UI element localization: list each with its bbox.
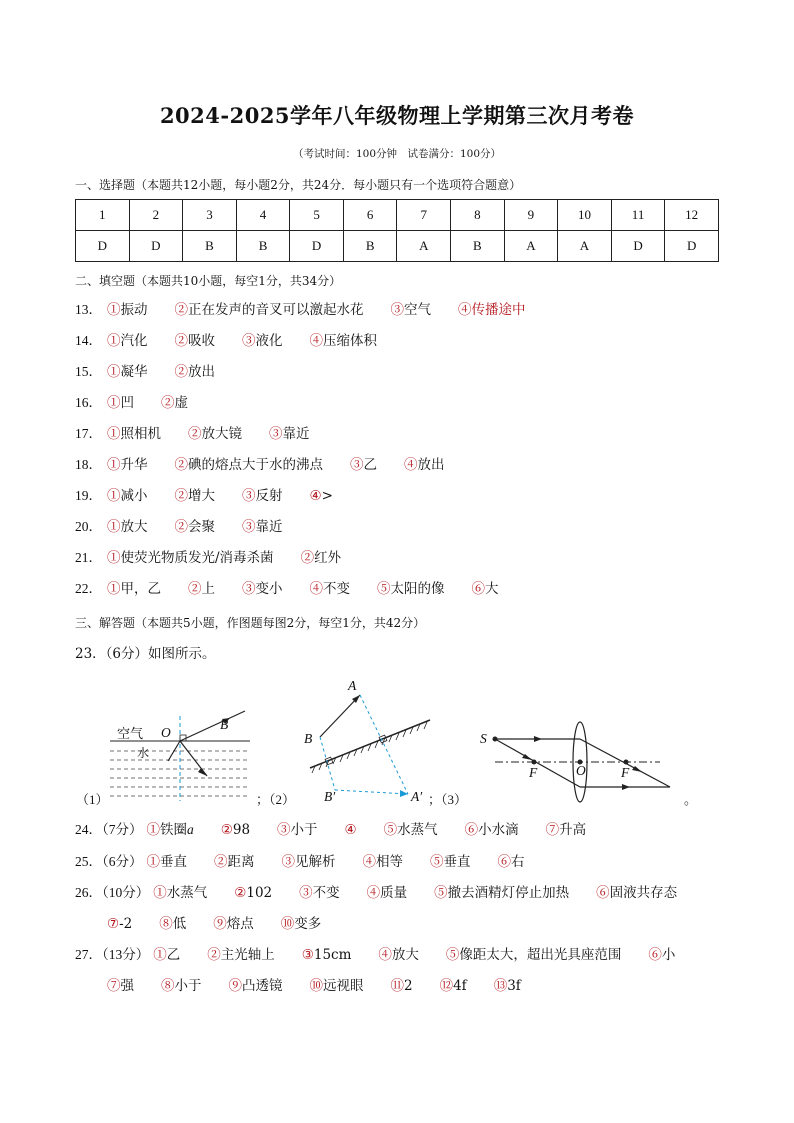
answer-item: ②增大 <box>174 488 215 504</box>
answer-line-20 <box>75 516 310 538</box>
answer-item: ⑤垂直 <box>430 854 471 870</box>
answer-4: B <box>236 231 290 262</box>
answer-item: ④放大 <box>378 947 419 963</box>
question-number: 15． <box>75 364 102 379</box>
answer-item: ③空气 <box>390 302 431 318</box>
answer-item: ④放出 <box>404 457 445 473</box>
question-number-4: 4 <box>236 200 290 231</box>
answer-item: ⑤水蒸气 <box>383 822 438 838</box>
answer-item: ①垂直 <box>146 854 187 870</box>
exam-info: （考试时间：100分钟 试卷满分：100分） <box>292 148 502 160</box>
air-label: 空气 <box>117 727 144 742</box>
point-o-label: O <box>161 725 171 740</box>
section-answer-heading: 三、解答题（本题共5小题，作图题每图2分，每空1分，共42分） <box>75 616 426 630</box>
answer-item: ③靠近 <box>242 519 283 535</box>
answer-item: ①减小 <box>107 488 148 504</box>
answer-item: ⑦升高 <box>545 822 587 838</box>
answer-item: ②会聚 <box>174 519 215 535</box>
answer-5: D <box>290 231 344 262</box>
answer-item: ④压缩体积 <box>309 333 377 349</box>
answer-item: ④传播途中 <box>458 302 526 318</box>
answer-line-22 <box>75 578 526 600</box>
question-number-11: 11 <box>611 200 665 231</box>
answer-line-15 <box>75 361 242 383</box>
answer-item: ⑩变多 <box>280 916 322 932</box>
answer-item: ①凝华 <box>107 364 148 380</box>
answer-item: ③15cm <box>301 947 352 963</box>
answer-2: D <box>129 231 183 262</box>
answer-item: ⑧小于 <box>161 978 202 994</box>
answer-item: ⑤太阳的像 <box>377 581 445 597</box>
answer-12: D <box>665 231 719 262</box>
answer-item: ③不变 <box>299 885 340 901</box>
answer-line-27b <box>107 975 548 997</box>
choice-answer-table <box>75 199 719 262</box>
answer-9: A <box>504 231 558 262</box>
answer-item: ①汽化 <box>107 333 148 349</box>
answer-line-19 <box>75 485 360 507</box>
answer-line-14 <box>75 330 404 352</box>
answer-item: ⑨熔点 <box>213 916 254 932</box>
answer-3: B <box>183 231 237 262</box>
answer-item: ⑩远视眼 <box>309 978 364 994</box>
answer-item: ①使荧光物质发光/消毒杀菌 <box>107 550 274 566</box>
figure-label-2: ；（2） <box>256 792 296 807</box>
refraction-diagram <box>100 706 260 806</box>
answer-line-24 <box>75 819 613 841</box>
answer-item: ①照相机 <box>107 426 161 442</box>
answer-item: ①水蒸气 <box>153 885 208 901</box>
answer-item: ⑧低 <box>159 916 187 932</box>
question-number: 20． <box>75 519 102 534</box>
answer-item: ①凹 <box>107 395 134 411</box>
answer-item: ③靠近 <box>269 426 310 442</box>
question-number: 18． <box>75 457 102 472</box>
answer-item: ④ <box>344 822 357 838</box>
water-label: 水 <box>137 746 150 760</box>
optical-center-label: O <box>576 763 586 778</box>
answer-item: ③乙 <box>350 457 377 473</box>
answer-item: ⑤像距太大，超出光具座范围 <box>445 947 622 963</box>
answer-item: ④不变 <box>309 581 350 597</box>
answer-item: ⑫4f <box>439 978 467 994</box>
answer-item: ③反射 <box>242 488 283 504</box>
answer-1: D <box>76 231 130 262</box>
answer-7: A <box>397 231 451 262</box>
answer-item: ③液化 <box>242 333 283 349</box>
answer-item: ①甲，乙 <box>107 581 161 597</box>
focus-right-label: F <box>621 765 630 780</box>
answer-item: ②红外 <box>300 550 342 566</box>
answer-item: ②上 <box>188 581 215 597</box>
question-number-6: 6 <box>343 200 397 231</box>
answer-item: ③见解析 <box>281 854 336 870</box>
answer-item: ②放出 <box>174 364 215 380</box>
mirror-diagram <box>300 680 440 800</box>
question-number: 27．（13分） <box>75 947 150 962</box>
answer-item: ⑬3f <box>493 978 521 994</box>
answer-item: ⑥小 <box>648 947 676 963</box>
answer-11: D <box>611 231 665 262</box>
answer-line-26b <box>107 913 348 935</box>
answer-line-21 <box>75 547 368 569</box>
page-title: 2024-2025学年八年级物理上学期第三次月考卷 <box>159 103 635 128</box>
answer-item: ①放大 <box>107 519 148 535</box>
answer-item: ⑨凸透镜 <box>228 978 283 994</box>
answer-line-26 <box>75 882 704 904</box>
answer-line-18 <box>75 454 472 476</box>
figure-end: 。 <box>684 792 698 807</box>
question-number: 22． <box>75 581 102 596</box>
question-number: 16． <box>75 395 102 410</box>
q23-label: 23．（6分）如图所示。 <box>75 646 216 662</box>
lens-diagram <box>470 690 685 805</box>
answer-item: ③小于 <box>277 822 318 838</box>
question-number-1: 1 <box>76 200 130 231</box>
answer-line-25 <box>75 851 552 873</box>
answer-item: ②102 <box>234 885 273 901</box>
answer-item: ②主光轴上 <box>207 947 275 963</box>
answer-item: ④质量 <box>366 885 408 901</box>
answer-item: ⑤撤去酒精灯停止加热 <box>434 885 570 901</box>
answer-item: ①乙 <box>153 947 181 963</box>
answer-item: ②放大镜 <box>188 426 242 442</box>
question-number-7: 7 <box>397 200 451 231</box>
answer-item: ④> <box>309 488 333 504</box>
question-number: 24．（7分） <box>75 822 143 837</box>
answer-item: ①铁圈a <box>146 822 194 838</box>
answer-item: ③变小 <box>242 581 283 597</box>
answer-line-16 <box>75 392 215 414</box>
answer-item: ②虚 <box>161 395 188 411</box>
question-number-12: 12 <box>665 200 719 231</box>
question-number: 21． <box>75 550 102 565</box>
question-number: 19． <box>75 488 102 503</box>
answer-item: ⑥右 <box>497 854 525 870</box>
answer-item: ⑦强 <box>107 978 134 994</box>
answer-line-13 <box>75 299 553 321</box>
answer-item: ⑦-2 <box>107 916 133 932</box>
question-number-row <box>76 200 719 231</box>
answer-item: ①升华 <box>107 457 148 473</box>
answer-item: ②正在发声的音叉可以激起水花 <box>174 302 364 318</box>
point-b-label: B <box>304 731 313 746</box>
question-number: 25．（6分） <box>75 854 143 869</box>
section-choice-heading: 一、选择题（本题共12小题，每小题2分，共24分．每小题只有一个选项符合题意） <box>75 178 522 192</box>
point-a-label: A <box>348 678 357 693</box>
question-number-5: 5 <box>290 200 344 231</box>
answer-item: ⑥固液共存态 <box>596 885 678 901</box>
point-s-label: S <box>480 731 487 746</box>
ray-b-label: B <box>220 717 229 732</box>
question-number-8: 8 <box>451 200 505 231</box>
question-number-2: 2 <box>129 200 183 231</box>
question-number: 14． <box>75 333 102 348</box>
question-number: 13． <box>75 302 102 317</box>
section-fill-heading: 二、填空题（本题共10小题，每空1分，共34分） <box>75 274 342 288</box>
answer-10: A <box>558 231 612 262</box>
answer-8: B <box>451 231 505 262</box>
question-number: 26．（10分） <box>75 885 150 900</box>
focus-left-label: F <box>529 765 538 780</box>
point-a-image-label: A′ <box>411 789 423 804</box>
answer-line-17 <box>75 423 337 445</box>
answer-item: ①振动 <box>107 302 148 318</box>
figure-label-3: ；（3） <box>428 792 468 807</box>
question-number-3: 3 <box>183 200 237 231</box>
answer-row <box>76 231 719 262</box>
answer-6: B <box>343 231 397 262</box>
answer-item: ④相等 <box>362 854 403 870</box>
answer-item: ⑪2 <box>390 978 413 994</box>
answer-item: ⑥大 <box>471 581 499 597</box>
answer-line-27 <box>75 944 702 966</box>
question-number-9: 9 <box>504 200 558 231</box>
point-b-image-label: B′ <box>324 789 336 804</box>
answer-item: ②98 <box>220 822 251 838</box>
figure-label-1: （1） <box>76 792 109 807</box>
answer-item: ⑥小水滴 <box>464 822 519 838</box>
question-number: 17． <box>75 426 102 441</box>
answer-item: ②吸收 <box>174 333 215 349</box>
answer-item: ②碘的熔点大于水的沸点 <box>174 457 323 473</box>
answer-item: ②距离 <box>214 854 255 870</box>
question-number-10: 10 <box>558 200 612 231</box>
